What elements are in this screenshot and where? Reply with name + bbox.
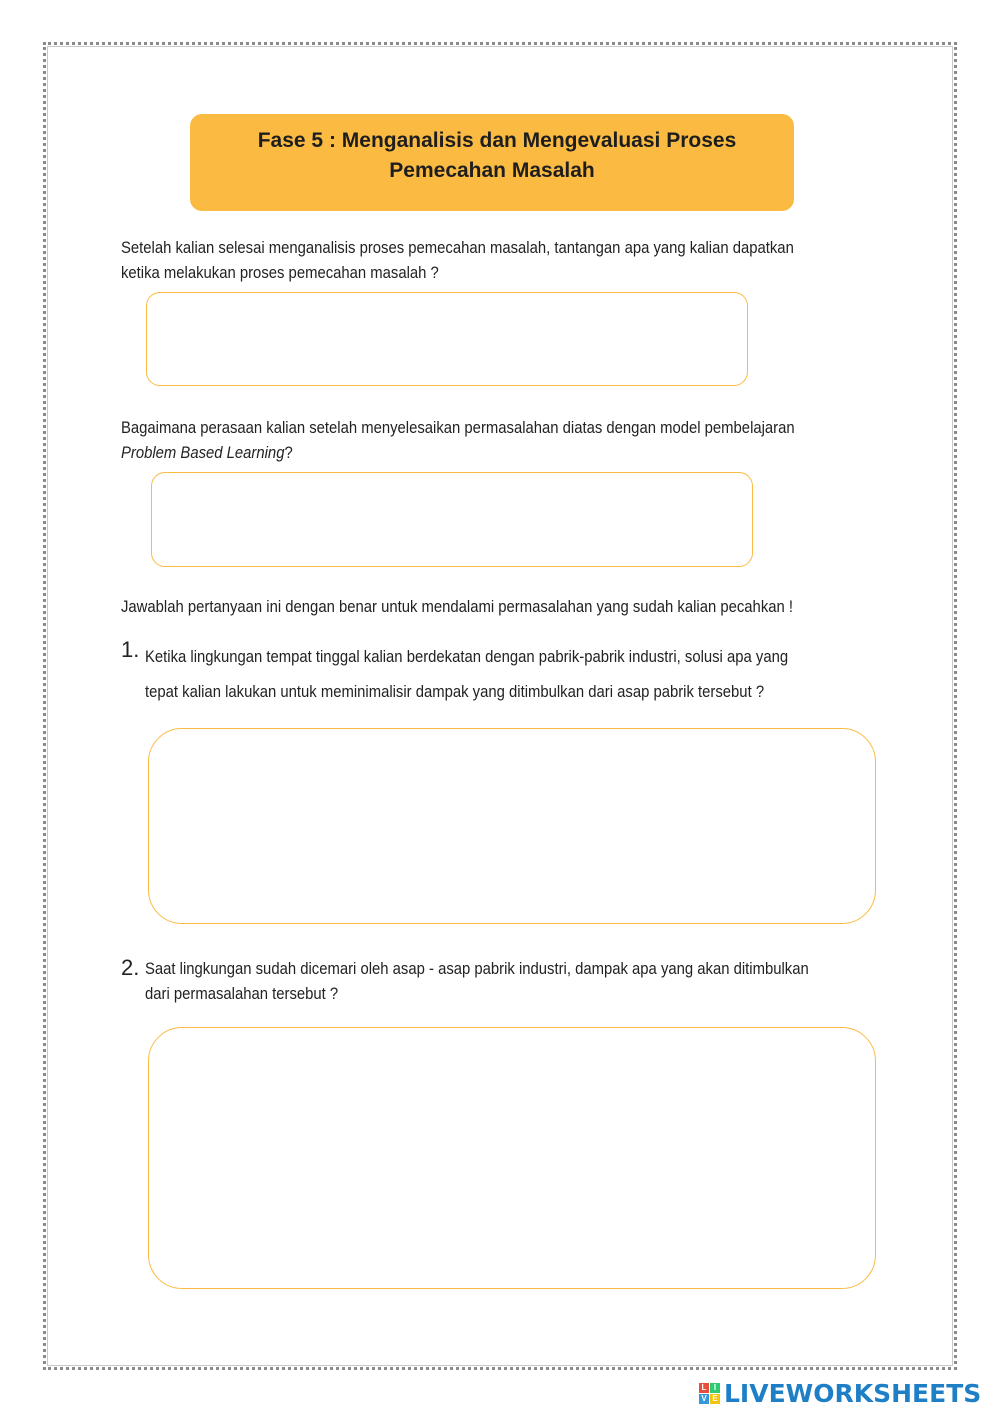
numbered-question-2-number: 2. (121, 955, 140, 980)
answer-box-2[interactable] (151, 472, 753, 567)
phase-title-line-1: Fase 5 : Menganalisis dan Mengevaluasi Proses (257, 129, 737, 152)
question-1-line-2: ketika melakukan proses pemecahan masalah ? (121, 264, 439, 282)
question-1-text (121, 236, 794, 286)
logo-mark-letter-v: V (699, 1394, 709, 1404)
logo-mark-letter-i: I (710, 1383, 720, 1393)
numbered-question-1-line-1: Ketika lingkungan tempat tinggal kalian berdekatan dengan pabrik-pabrik industri, solusi apa yang (145, 648, 789, 666)
question-2-text (121, 416, 795, 466)
answer-box-1[interactable] (146, 292, 748, 386)
numbered-question-1-number: 1. (121, 637, 140, 662)
question-2-line-2 (121, 441, 795, 466)
question-2-line-2-rest: ? (284, 444, 293, 462)
instruction-text: Jawablah pertanyaan ini dengan benar untuk mendalami permasalahan yang sudah kalian pecahkan ! (121, 598, 794, 616)
question-2-line-1: Bagaimana perasaan kalian setelah menyelesaikan permasalahan diatas dengan model pembelajaran (121, 419, 795, 437)
logo-mark-letter-l: L (699, 1383, 709, 1393)
question-1-line-1: Setelah kalian selesai menganalisis proses pemecahan masalah, tantangan apa yang kalian dapatkan (121, 239, 794, 257)
question-2-italic-term: Problem Based Learning (121, 444, 285, 462)
logo-mark-letter-e: E (710, 1394, 720, 1404)
numbered-question-2-line-2: dari permasalahan tersebut ? (145, 985, 339, 1003)
answer-box-4[interactable] (148, 1027, 876, 1289)
liveworksheets-logo-icon (699, 1383, 720, 1404)
numbered-question-2-line-1: Saat lingkungan sudah dicemari oleh asap - asap pabrik industri, dampak apa yang akan ditimbulkan (145, 960, 809, 978)
numbered-question-1-line-2: tepat kalian lakukan untuk meminimalisir dampak yang ditimbulkan dari asap pabrik tersebut ? (145, 683, 765, 701)
answer-box-3[interactable] (148, 728, 876, 924)
liveworksheets-logo[interactable] (699, 1378, 981, 1408)
numbered-question-1-text (145, 640, 788, 710)
phase-title-banner (190, 114, 794, 211)
numbered-question-2-text (145, 957, 809, 1007)
liveworksheets-brand-text: LIVEWORKSHEETS (724, 1378, 982, 1408)
phase-title-line-2: Pemecahan Masalah (389, 159, 595, 182)
